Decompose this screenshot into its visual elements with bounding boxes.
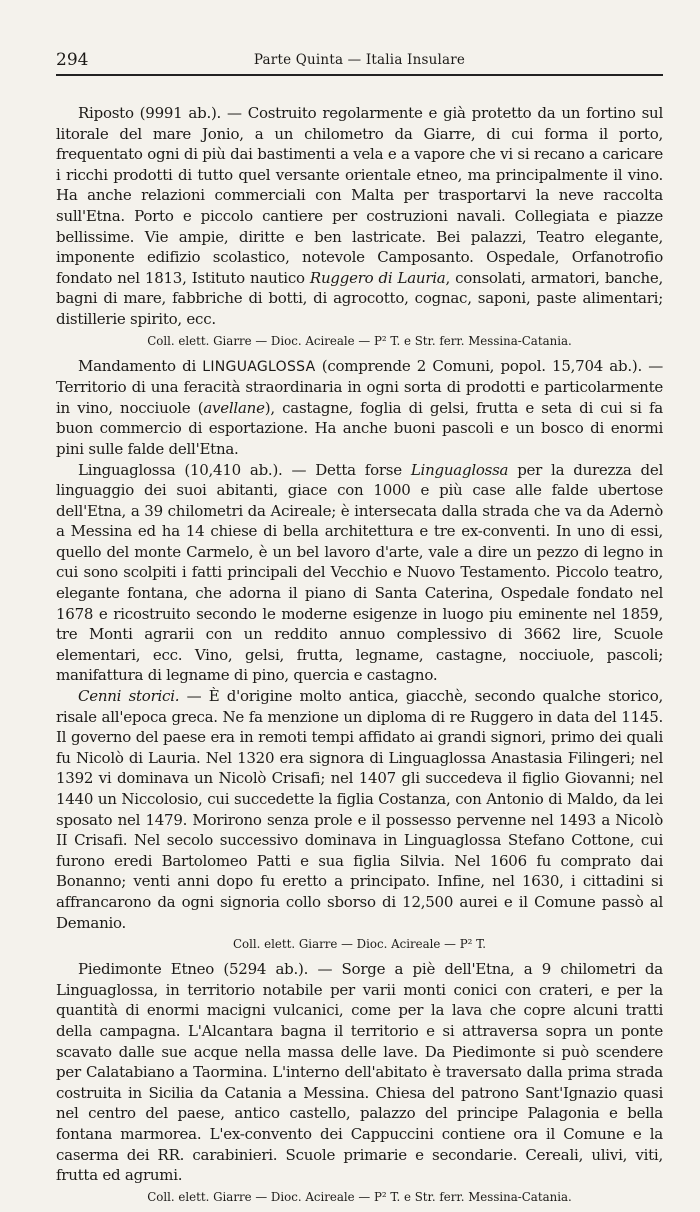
entry-prefix: Mandamento di xyxy=(78,356,203,375)
entry-linguaglossa xyxy=(56,460,663,687)
entry-text: (comprende 2 Comuni, popol. 15,704 ab.). — Territorio di una feracità straordinaria in ogni sorta di prodotti e particolarmente in vino, nocciuole ( xyxy=(56,356,663,417)
running-title: Parte Quinta — Italia Insulare xyxy=(253,52,466,68)
electoral-note: Coll. elett. Giarre — Dioc. Acireale — P² T. e Str. ferr. Messina-Catania. xyxy=(147,1189,572,1204)
entry-italic: Cenni storici. xyxy=(78,687,180,706)
entry-text: (9991 ab.). — Costruito regolarmente e già protetto da un fortino sul litorale del mare Jonio, a un chilometro da Giarre, di cui forma il porto, frequentato ogni di più dai bastimenti a vela e a vapore che vi si recano a caricare i ricchi prodotti di tutto quel versante orientale etneo, ma principalmente il vino. Ha anche relazioni commerciali con Malta per trasportarvi la neve raccolta sull'Etna. Porto e piccolo cantiere per costruzioni navali. Collegiata e piazze bellissime. Vie ampie, diritte e ben lastricate. Bei palazzi, Teatro elegante, imponente edifizio scolastico, notevole Camposanto. Ospedale, Orfanotrofio fondato nel 1813, Istituto nautico xyxy=(56,104,663,287)
entry-piedimonte xyxy=(56,959,663,1186)
entry-text: (10,410 ab.). — Detta forse xyxy=(175,460,411,479)
entry-text: (5294 ab.). — Sorge a piè dell'Etna, a 9 chilometri da Linguaglossa, in territorio notabile per varii monti conici con crateri, e per la quantità di enormi macigni vulcanici, come per la lava che copre alcuni tratti della campagna. L'Alcantara bagna il territorio e si attraversa sopra un ponte scavato dalle sue acque nella massa delle lave. Da Piedimonte si può scendere per Calatabiano a Taormina. L'interno dell'abitato è traversato dalla prima strada costruita in Sicilia da Catania a Messina. Chiesa del patrono Sant'Ignazio quasi nel centro del paese, antico castello, palazzo del principe Palagonia e bella fontana marmorea. L'ex-convento dei Cappuccini contiene ora il Comune e la caserma dei RR. carabinieri. Scuole primarie e secondarie. Cereali, ulivi, viti, frutta ed agrumi. xyxy=(56,960,663,1185)
page-number: 294 xyxy=(56,50,89,70)
page-body xyxy=(56,103,663,1212)
entry-name: Riposto xyxy=(78,104,134,122)
entry-text-end: ), castagne, foglia di gelsi, frutta e seta di cui si fa buon commercio di esportazione. Ha anche buoni pascoli e un bosco di enormi pini sulle falde dell'Etna. xyxy=(56,398,663,458)
entry-italic: Linguaglossa xyxy=(410,460,509,479)
electoral-note: Coll. elett. Giarre — Dioc. Acireale — P² T. e Str. ferr. Messina-Catania. xyxy=(147,333,572,348)
entry-name: Linguaglossa xyxy=(78,460,176,479)
page-header xyxy=(56,50,663,76)
entry-text: — È d'origine molto antica, giacchè, secondo qualche storico, risale all'epoca greca. Ne fa menzione un diploma di re Ruggero in data del 1145. Il governo del paese era in remoti tempi affidato ai grandi signori, primo dei quali fu Nicolò di Lauria. Nel 1320 era signora di Linguaglossa Anastasia Filingeri; nel 1392 vi dominava un Nicolò Crisafi; nel 1407 gli succedeva il figlio Giovanni; nel 1440 un Niccolosio, cui succedette la figlia Costanza, con Antonio di Maldo, da lei sposato nel 1479. Morirono senza prole e il possesso pervenne nel 1493 a Nicolò II Crisafi. Nel secolo successivo dominava in Linguaglossa Stefano Cottone, cui furono eredi Bartolomeo Patti e sua figlia Silvia. Nel 1606 fu comprato dai Bonanno; venti anni dopo fu eretto a principato. Infine, nel 1630, i cittadini si affrancarono da ogni signoria collo sborso di 12,500 aurei e il Comune passò al Demanio. xyxy=(56,687,663,932)
entry-italic: Ruggero di Lauria xyxy=(309,268,446,287)
entry-text-end: , consolati, armatori, banche, bagni di mare, fabbriche di botti, di agrocotto, cognac, saponi, paste alimentari; distillerie spirito, ecc. xyxy=(56,268,663,328)
entry-cenni-storici xyxy=(56,686,663,933)
entry-name: Piedimonte Etneo xyxy=(78,960,215,979)
entry-riposto xyxy=(56,103,663,330)
entry-text-end: per la durezza del linguaggio dei suoi abitanti, giace con 1000 e più case alle falde ubertose dell'Etna, a 39 chilometri da Acireale; è intersecata dalla strada che va da Adernò a Messina ed ha 14 chiese di bella architettura e tre ex-conventi. In uno di essi, quello del monte Carmelo, è un bel lavoro d'arte, vale a dire un pezzo di legno in cui sono scolpiti i fatti principali del Vecchio e Nuovo Testamento. Piccolo teatro, elegante fontana, che adorna il piano di Santa Caterina, Ospedale fondato nel 1678 e ricostruito secondo le moderne esigenze in luogo piu eminente nel 1859, tre Monti agrarii con un reddito annuo complessivo di 3662 lire, Scuole elementari, ecc. Vino, gelsi, frutta, legname, castagne, nocciuole, pascoli; manifattura di legname di pino, quercia e castagno. xyxy=(56,460,664,685)
entry-mandamento xyxy=(56,356,663,460)
electoral-note: Coll. elett. Giarre — Dioc. Acireale — P² T. xyxy=(232,937,487,952)
entry-name: LINGUAGLOSSA xyxy=(202,358,316,375)
entry-italic: avellane xyxy=(203,398,265,417)
